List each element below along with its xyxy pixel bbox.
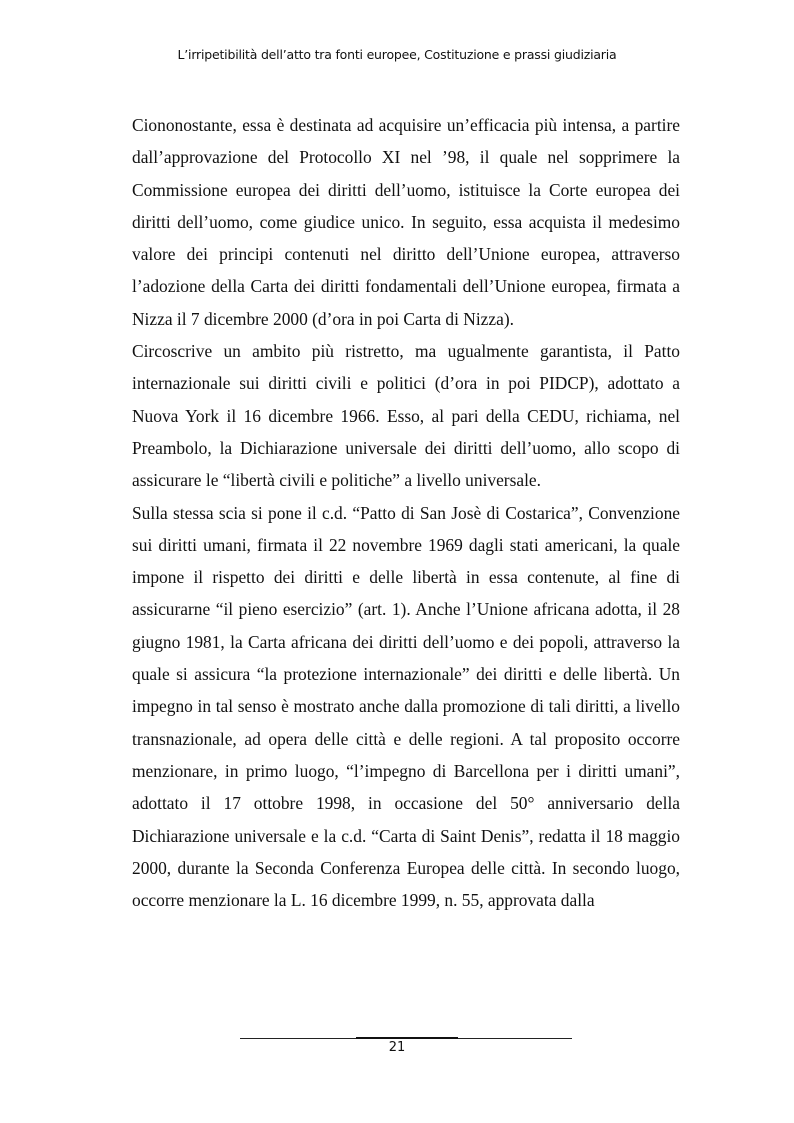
paragraph-1: Ciononostante, essa è destinata ad acquisire un’efficacia più intensa, a partire dall’approvazione del Protocollo XI nel ’98, il quale nel sopprimere la Commissione europea dei diritti dell’uomo, istituisce la Corte europea dei diritti dell’uomo, come giudice unico. In seguito, essa acquista il medesimo valore dei principi contenuti nel diritto dell’Unione europea, attraverso l’adozione della Carta dei diritti fondamentali dell’Unione europea, firmata a Nizza il 7 dicembre 2000 (d’ora in poi Carta di Nizza). — [132, 115, 680, 329]
page-number: 21 — [388, 1040, 406, 1055]
paragraph-3: Sulla stessa scia si pone il c.d. “Patto di San Josè di Costarica”, Convenzione sui diritti umani, firmata il 22 novembre 1969 dagli stati americani, la quale impone il rispetto dei diritti e delle libertà in essa contenute, al fine di assicurarne “il pieno esercizio” (art. 1). Anche l’Unione africana adotta, il 28 giugno 1981, la Carta africana dei diritti dell’uomo e dei popoli, attraverso la quale si assicura “la protezione internazionale” dei diritti e delle libertà. Un impegno in tal senso è mostrato anche dalla promozione di tali diritti, a livello transnazionale, ad opera delle città e delle regioni. A tal proposito occorre menzionare, in primo luogo, “l’impegno di Barcellona per i diritti umani”, adottato il 17 ottobre 1998, in occasione del 50° anniversario della Dichiarazione universale e la c.d. “Carta di Saint Denis”, redatta il 18 maggio 2000, durante la Seconda Conferenza Europea delle città. In secondo luogo, occorre menzionare la L. 16 dicembre 1999, n. 55, approvata dalla — [132, 502, 680, 911]
running-header: L’irripetibilità dell’atto tra fonti europee, Costituzione e prassi giudiziaria — [177, 47, 617, 62]
footer-rule-accent — [356, 1037, 458, 1039]
paragraph-2: Circoscrive un ambito più ristretto, ma ugualmente garantista, il Patto internazionale sui diritti civili e politici (d’ora in poi PIDCP), adottato a Nuova York il 16 dicembre 1966. Esso, al pari della CEDU, richiama, nel Preambolo, la Dichiarazione universale dei diritti dell’uomo, allo scopo di assicurare le “libertà civili e politiche” a livello universale. — [132, 341, 680, 491]
body-text — [132, 109, 680, 916]
